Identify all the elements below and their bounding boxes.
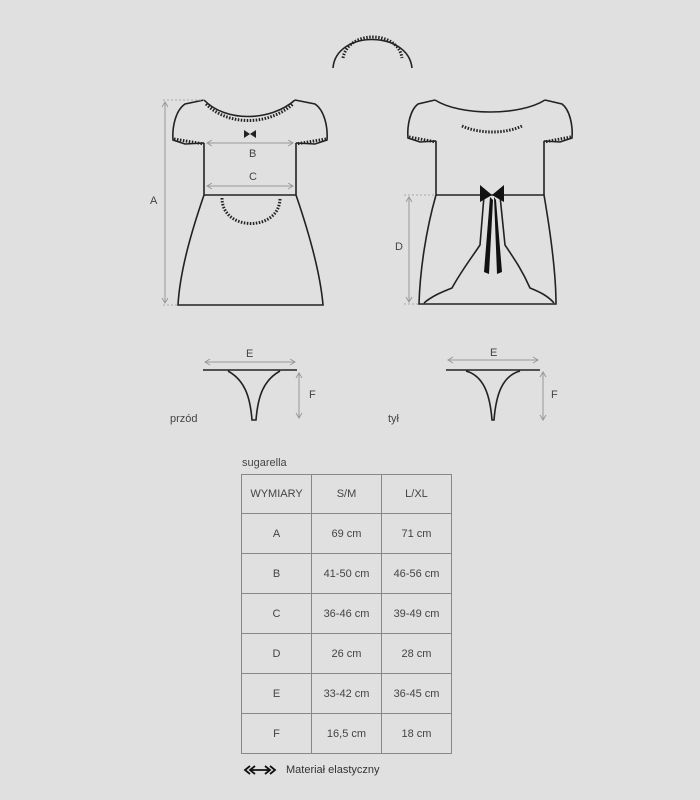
table-row — [242, 514, 452, 554]
dimension-label-a: A — [150, 195, 158, 207]
table-cell: 36-45 cm — [382, 674, 452, 714]
table-cell: E — [242, 674, 312, 714]
front-thong-illustration — [203, 370, 297, 420]
table-row — [242, 714, 452, 754]
table-cell: D — [242, 634, 312, 674]
table-row — [242, 674, 452, 714]
table-cell: B — [242, 554, 312, 594]
dimension-label-d: D — [395, 241, 403, 253]
table-cell: 28 cm — [382, 634, 452, 674]
table-cell: 39-49 cm — [382, 594, 452, 634]
back-dress-illustration — [408, 100, 572, 304]
table-cell: 18 cm — [382, 714, 452, 754]
elastic-arrows-icon — [242, 764, 278, 776]
dimension-label-f-back: F — [551, 389, 558, 401]
table-header-cell: S/M — [312, 475, 382, 514]
front-dress-illustration — [173, 100, 327, 305]
table-cell: 36-46 cm — [312, 594, 382, 634]
table-row — [242, 554, 452, 594]
dimension-label-c: C — [249, 171, 257, 183]
table-cell: 16,5 cm — [312, 714, 382, 754]
table-header-cell: L/XL — [382, 475, 452, 514]
table-cell: 26 cm — [312, 634, 382, 674]
table-cell: A — [242, 514, 312, 554]
dimension-label-b: B — [249, 148, 257, 160]
size-table — [241, 474, 452, 754]
front-caption: przód — [170, 413, 198, 425]
dimension-label-e-back: E — [490, 347, 498, 359]
dimension-label-f-front: F — [309, 389, 316, 401]
table-cell: 33-42 cm — [312, 674, 382, 714]
back-caption: tył — [388, 413, 399, 425]
table-cell: 71 cm — [382, 514, 452, 554]
legend — [242, 764, 380, 776]
table-cell: F — [242, 714, 312, 754]
headband-illustration — [333, 37, 412, 68]
product-name: sugarella — [242, 457, 287, 469]
table-row — [242, 634, 452, 674]
table-header-row — [242, 475, 452, 514]
back-thong-illustration — [446, 370, 540, 420]
table-cell: C — [242, 594, 312, 634]
table-header-cell: WYMIARY — [242, 475, 312, 514]
legend-text: Materiał elastyczny — [286, 764, 380, 776]
table-cell: 69 cm — [312, 514, 382, 554]
table-cell: 41-50 cm — [312, 554, 382, 594]
table-cell: 46-56 cm — [382, 554, 452, 594]
table-row — [242, 594, 452, 634]
dimension-label-e-front: E — [246, 348, 254, 360]
